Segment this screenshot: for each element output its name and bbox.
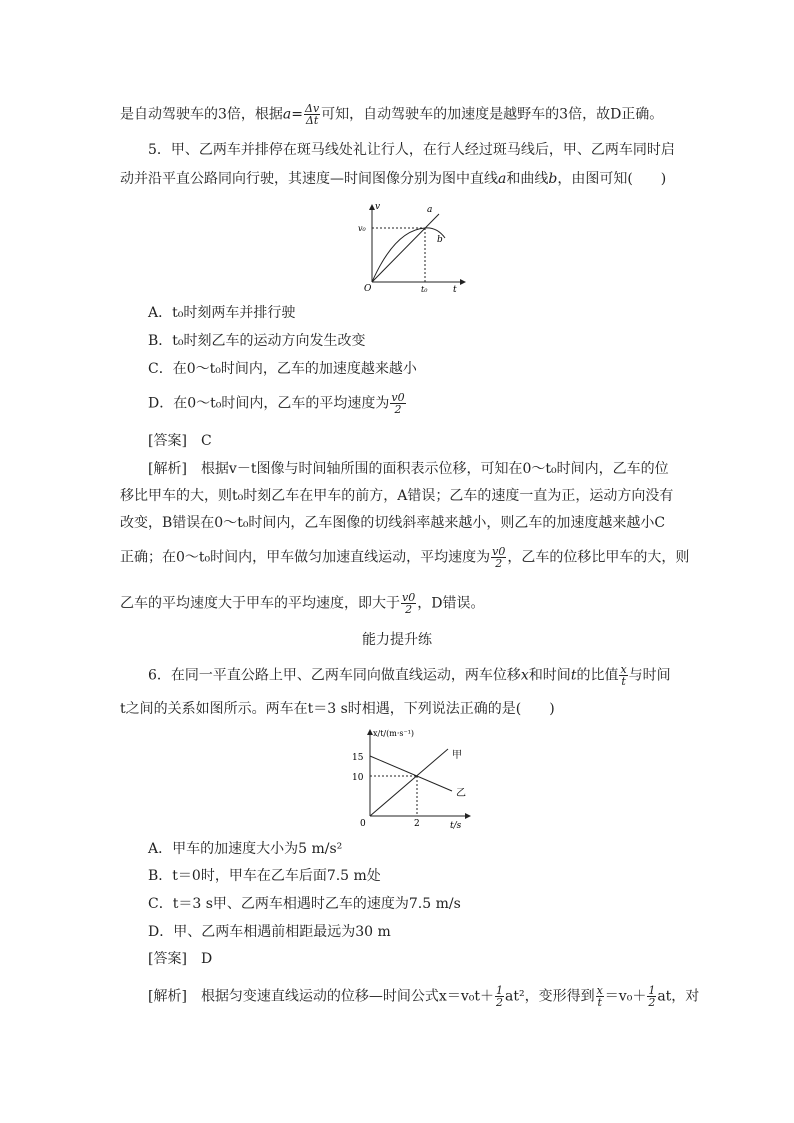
q5-analysis-line3: 改变，B错误在0～t₀时间内，乙车图像的切线斜率越来越小，则乙车的加速度越来越小C — [120, 515, 666, 531]
fraction: $\frac{1}{2}$ — [648, 984, 656, 1009]
y-axis-label: v — [375, 202, 381, 212]
paragraph-continuation: 是自动驾驶车的3倍，根据a= $\frac{\Delta v}{\Delta t}$ 可知，自动驾驶车的加速度是越野车的3倍，故D正确。 — [120, 102, 664, 127]
fraction: $\frac{1}{2}$ — [495, 984, 503, 1009]
y-axis-label: x/t/(m·s⁻¹) — [373, 729, 415, 738]
jia-label: 甲 — [452, 750, 462, 761]
curve-a-label: a — [427, 205, 433, 215]
q5-line1: 5．甲、乙两车并排停在斑马线处礼让行人，在行人经过斑马线后，甲、乙两车同时启 — [148, 142, 675, 158]
q5-analysis-line2: 移比甲车的大，则t₀时刻乙车在甲车的前方，A错误；乙车的速度一直为正，运动方向没有 — [120, 488, 674, 504]
origin-label: 0 — [360, 819, 366, 829]
line-yi — [370, 749, 448, 816]
q6-line2: t之间的关系如图所示。两车在t＝3 s时相遇，下列说法正确的是( ) — [120, 701, 555, 717]
q6-option-b: B．t＝0时，甲车在乙车后面7.5 m处 — [148, 868, 381, 884]
q6-option-c: C．t＝3 s甲、乙两车相遇时乙车的速度为7.5 m/s — [148, 896, 461, 912]
q5-line2: 动并沿平直公路同向行驶，其速度—时间图像分别为图中直线a和曲线b，由图可知( ) — [120, 171, 667, 187]
fraction: $\frac{v0}{2}$ — [391, 391, 405, 416]
q5-analysis-line1: [解析] 根据v－t图像与时间轴所围的面积表示位移，可知在0～t₀时间内，乙车的位 — [148, 461, 669, 477]
x-axis-label: t/s — [450, 821, 462, 831]
q5-option-b: B．t₀时刻乙车的运动方向发生改变 — [148, 333, 366, 349]
origin-label: O — [364, 284, 372, 294]
fraction: $\frac{\Delta v}{\Delta t}$ — [305, 102, 320, 127]
y-tick-10: 10 — [352, 773, 364, 783]
x-tick-2: 2 — [414, 819, 420, 829]
yi-label: 乙 — [456, 788, 466, 799]
q6-xt-graph — [340, 724, 480, 834]
line-jia — [370, 756, 452, 791]
q6-line1: 6．在同一平直公路上甲、乙两车同向做直线运动，两车位移x和时间t的比值 $\frac{x}{t}$ 与时间 — [148, 663, 671, 688]
t0-label: t₀ — [421, 285, 428, 294]
q5-analysis-line5: 乙车的平均速度大于甲车的平均速度，即大于 $\frac{v0}{2}$ ，D错误。 — [120, 591, 485, 616]
q6-option-d: D．甲、乙两车相遇前相距最远为30 m — [148, 924, 391, 940]
q5-analysis-line4: 正确；在0～t₀时间内，甲车做匀加速直线运动，平均速度为 $\frac{v0}{2}$ ，乙车的位移比甲车的大，则 — [120, 545, 690, 570]
v0-label: v₀ — [358, 224, 366, 233]
q5-answer: [答案] C — [148, 433, 212, 449]
x-axis-label: t — [453, 285, 457, 295]
curve-b-label: b — [437, 235, 443, 245]
fraction: $\frac{x}{t}$ — [620, 663, 627, 688]
section-title: 能力提升练 — [362, 632, 432, 648]
q5-vt-graph — [355, 200, 475, 295]
curve-b — [372, 228, 445, 282]
fraction: $\frac{x}{t}$ — [596, 984, 603, 1009]
q5-option-a: A．t₀时刻两车并排行驶 — [148, 305, 296, 321]
q5-option-d: D．在0～t₀时间内，乙车的平均速度为 $\frac{v0}{2}$ — [148, 391, 405, 416]
q5-option-c: C．在0～t₀时间内，乙车的加速度越来越小 — [148, 361, 417, 377]
q6-analysis: [解析] 根据匀变速直线运动的位移—时间公式x＝v₀t＋ $\frac{1}{2}$ at²，变形得到 $\frac{x}{t}$ ＝v₀＋ $\frac{1}{2}$ at，对 — [148, 984, 700, 1009]
q6-answer: [答案] D — [148, 951, 213, 967]
q6-option-a: A．甲车的加速度大小为5 m/s² — [148, 841, 343, 857]
fraction: $\frac{v0}{2}$ — [402, 591, 416, 616]
y-tick-15: 15 — [352, 753, 364, 763]
line-a — [372, 214, 439, 282]
fraction: $\frac{v0}{2}$ — [492, 545, 506, 570]
